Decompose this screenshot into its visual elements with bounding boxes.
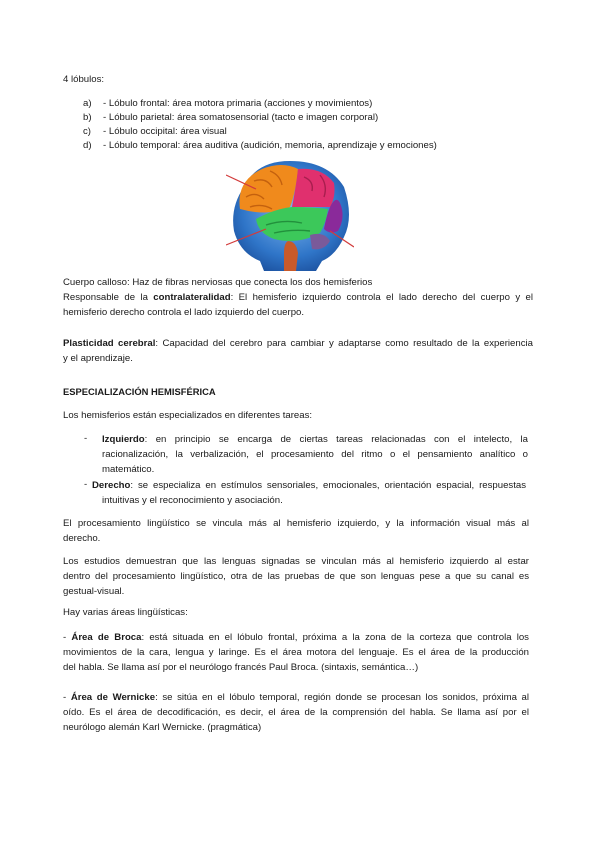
list-marker: a)	[83, 98, 92, 109]
estudios-paragraph	[63, 554, 529, 599]
contralateralidad-paragraph	[63, 290, 533, 320]
especializacion-intro: Los hemisferios están especializados en diferentes tareas:	[63, 410, 313, 421]
text-span: : Capacidad del cerebro para cambiar y adaptarse como resultado de la experiencia	[155, 338, 533, 349]
izquierdo-text	[102, 432, 528, 477]
text-line: matemático.	[102, 464, 155, 475]
text-span: : en principio se encarga de ciertas tareas relacionadas con el intelecto, la	[144, 434, 528, 445]
broca-paragraph	[63, 630, 529, 675]
text-line: oído. Es el área de decodificación, es decir, el área de la comprensión del habla. Se llama así por el	[63, 707, 529, 718]
lobulos-title: 4 lóbulos:	[63, 74, 105, 85]
text-span: : está situada en el lóbulo frontal, próxima a la zona de la corteza que controla los	[141, 632, 529, 643]
list-item-text: - Lóbulo parietal: área somatosensorial (tacto e imagen corporal)	[103, 112, 379, 123]
term-derecho: Derecho	[92, 480, 131, 491]
list-marker: d)	[83, 140, 92, 151]
text-line: dentro del procesamiento lingüístico, otra de las pruebas de que son lenguas pese a que su canal es	[63, 571, 529, 582]
list-marker: c)	[83, 126, 91, 137]
plasticidad-paragraph	[63, 336, 533, 366]
text-span: -	[63, 632, 72, 643]
list-dash: -	[84, 433, 88, 444]
procesamiento-paragraph	[63, 516, 529, 546]
list-item-text: - Lóbulo frontal: área motora primaria (acciones y movimientos)	[103, 98, 373, 109]
text-span: : se sitúa en el lóbulo temporal, región donde se procesan los sonidos, próxima al	[155, 692, 529, 703]
text-line: y el aprendizaje.	[63, 353, 133, 364]
areas-intro: Hay varias áreas lingüísticas:	[63, 607, 188, 618]
list-item-text: - Lóbulo temporal: área auditiva (audición, memoria, aprendizaje y emociones)	[103, 140, 437, 151]
text-line: movimientos de la cara, lengua y laringe. Es el área motora del lenguaje. Es el área de la producción	[63, 647, 529, 658]
text-line: hemisferio derecho controla el lado izquierdo del cuerpo.	[63, 307, 305, 318]
text-line: neurólogo alemán Karl Wernicke. (pragmática)	[63, 722, 262, 733]
text-span: Responsable de la	[63, 292, 154, 303]
list-item-text: - Lóbulo occipital: área visual	[103, 126, 227, 137]
text-line: racionalización, la verbalización, el procesamiento del ritmo o el pensamiento analítico o	[102, 449, 528, 460]
term-plasticidad: Plasticidad cerebral	[63, 338, 156, 349]
term-izquierdo: Izquierdo	[102, 434, 145, 445]
cuerpo-calloso-text: Cuerpo calloso: Haz de fibras nerviosas que conecta los dos hemisferios	[63, 277, 373, 288]
text-span: : El hemisferio izquierdo controla el lado derecho del cuerpo y el	[230, 292, 533, 303]
text-line: El procesamiento lingüístico se vincula más al hemisferio izquierdo, y la información visual más al	[63, 518, 529, 529]
term-contralateralidad: contralateralidad	[153, 292, 231, 303]
text-line: Los estudios demuestran que las lenguas signadas se vinculan más al hemisferio izquierdo al estar	[63, 556, 529, 567]
derecho-text	[92, 478, 526, 508]
text-span: -	[63, 692, 71, 703]
text-span: : se especializa en estímulos sensoriales, emocionales, orientación espacial, respuestas	[130, 480, 526, 491]
wernicke-paragraph	[63, 690, 529, 735]
list-dash: -	[84, 479, 88, 490]
brain-lobes-illustration	[226, 157, 354, 271]
term-wernicke: Área de Wernicke	[70, 692, 156, 703]
section-heading: ESPECIALIZACIÓN HEMISFÉRICA	[63, 386, 216, 397]
text-line: del habla. Se llama así por el neurólogo francés Paul Broca. (sintaxis, semántica…)	[63, 662, 419, 673]
text-line: gestual-visual.	[63, 586, 125, 597]
text-line: derecho.	[63, 533, 101, 544]
list-marker: b)	[83, 112, 92, 123]
text-line: intuitivas y el reconocimiento y asociación.	[102, 495, 283, 506]
term-broca: Área de Broca	[71, 632, 142, 643]
